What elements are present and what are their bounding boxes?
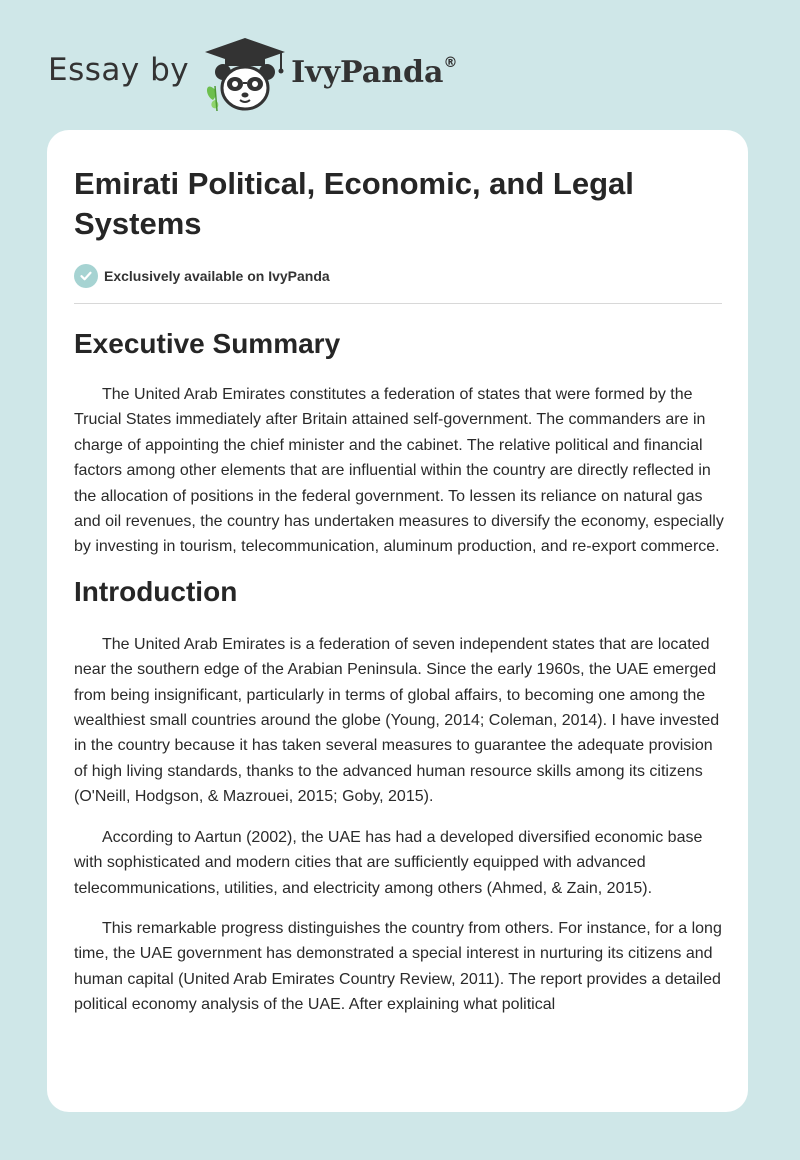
divider bbox=[74, 303, 722, 304]
site-header bbox=[48, 34, 457, 114]
paragraph: This remarkable progress distinguishes the country from others. For instance, for a long time, the UAE government has demonstrated a special interest in nurturing its citizens and human capital (United Arab Emirates Country Review, 2011). The report provides a detailed political economy analysis of the UAE. After explaining what political bbox=[74, 919, 722, 1014]
section-heading-introduction: Introduction bbox=[74, 575, 238, 607]
paragraph: The United Arab Emirates is a federation of seven independent states that are located near the southern edge of the Arabian Peninsula. Since the early 1960s, the UAE emerged from being insignificant, particularly in terms of global affairs, to becoming one among the wealthiest small countries around the globe (Young, 2014; Coleman, 2014). I have invested in the country because it has taken several measures to guarantee the adequate provision of high living standards, thanks to the advanced human resource skills among its citizens (O'Neill, Hodgson, & Mazrouei, 2015; Goby, 2015). bbox=[74, 635, 720, 806]
essay-body bbox=[74, 326, 724, 1033]
check-circle-icon bbox=[74, 264, 98, 288]
essay-card bbox=[47, 130, 748, 1112]
paragraph: The United Arab Emirates constitutes a federation of states that were formed by the Trucial States immediately after Britain attained self-government. The commanders are in charge of appointing the chief minister and the cabinet. The relative political and financial factors among other elements that are influential within the country are directly reflected in the allocation of positions in the federal government. To lessen its reliance on natural gas and oil revenues, the country has undertaken measures to diversify the economy, especially by investing in tourism, telecommunication, aluminum production, and re-export commerce. bbox=[74, 386, 724, 556]
brand-logo-text: IvyPanda® bbox=[291, 54, 458, 90]
essay-by-label: Essay by bbox=[48, 52, 190, 88]
section-heading-executive-summary: Executive Summary bbox=[74, 328, 341, 359]
panda-graduate-icon bbox=[203, 36, 287, 112]
exclusive-badge-label: Exclusively available on IvyPanda bbox=[104, 268, 330, 284]
paragraph: According to Aartun (2002), the UAE has had a developed diversified economic base with sophisticated and modern cities that are sufficiently equipped with advanced telecommunications, utilities, and electricity among others (Ahmed, & Zain, 2015). bbox=[74, 828, 703, 897]
exclusive-badge bbox=[74, 264, 330, 288]
page-title: Emirati Political, Economic, and Legal Systems bbox=[74, 166, 634, 241]
